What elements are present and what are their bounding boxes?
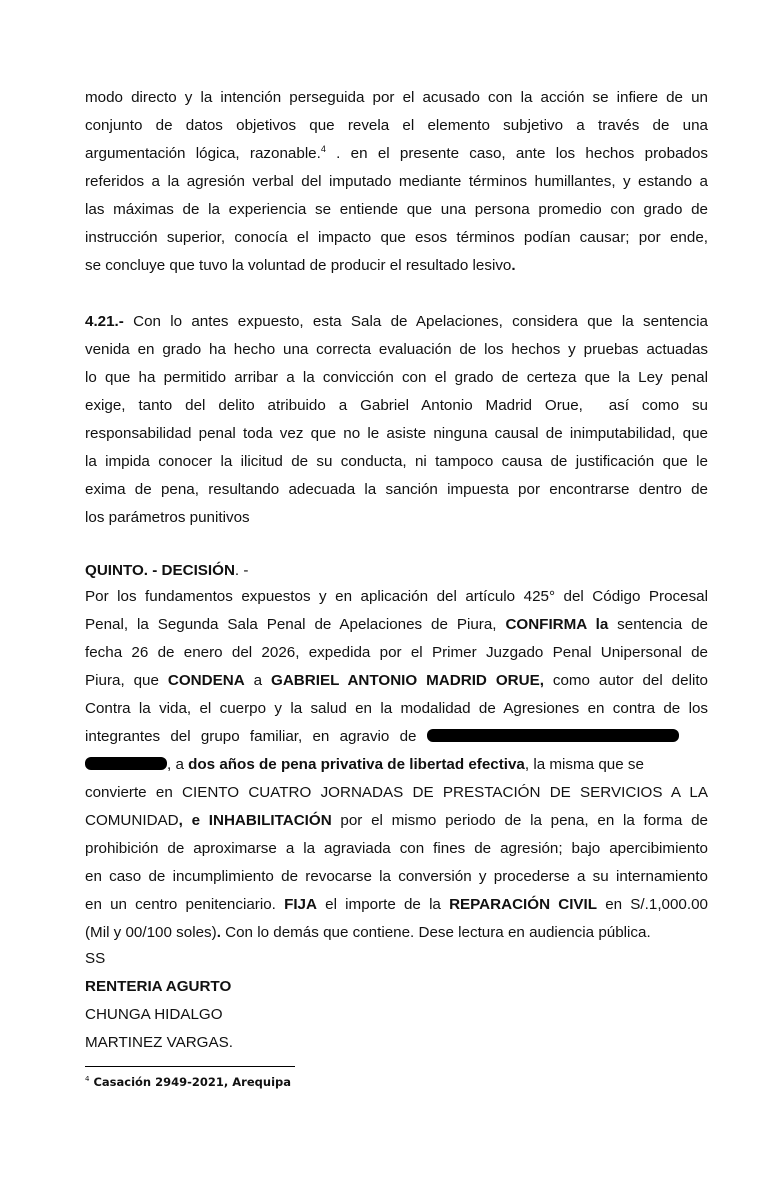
decision-line-11: en caso de incumplimiento de revocarse la conversión y procederse a su internamiento [85,868,708,885]
signature-judge-3: MARTINEZ VARGAS. [85,1034,233,1051]
paragraph-2-line-8: los parámetros punitivos [85,509,250,526]
footnote-text: Casación 2949-2021, Arequipa [89,1075,292,1089]
decision-line-9: COMUNIDAD, e INHABILITACIÓN por el mismo periodo de la pena, en la forma de [85,812,708,829]
paragraph-1-line-7: se concluye que tuvo la voluntad de producir el resultado lesivo. [85,257,516,274]
footnote-separator [85,1066,295,1067]
decision-line-3: fecha 26 de enero del 2026, expedida por el Primer Juzgado Penal Unipersonal de [85,644,708,661]
signature-judge-1: RENTERIA AGURTO [85,978,232,995]
footnote [85,1075,291,1089]
redacted-name-part-1 [427,729,679,742]
decision-line-7: , a dos años de pena privativa de libertad efectiva, la misma que se [85,755,708,775]
paragraph-2-line-7: exima de pena, resultando adecuada la sanción impuesta por encontrarse dentro de [85,481,708,498]
paragraph-2-line-2: venida en grado ha hecho una correcta evaluación de los hechos y pruebas actuadas [85,341,708,358]
paragraph-2-line-6: la impida conocer la ilicitud de su conducta, ni tampoco causa de justificación que le [85,453,708,470]
paragraph-1-line-1: modo directo y la intención perseguida por el acusado con la acción se infiere de un [85,89,708,106]
signature-judge-2: CHUNGA HIDALGO [85,1006,223,1023]
footnote-reference: 4 [320,144,326,154]
paragraph-1-line-2: conjunto de datos objetivos que revela el elemento subjetivo a través de una [85,117,708,134]
paragraph-1-line-5: las máximas de la experiencia se entiende que una persona promedio con grado de [85,201,708,218]
paragraph-2-line-4: exige, tanto del delito atribuido a Gabriel Antonio Madrid Orue, así como su [85,397,708,414]
decision-line-6: integrantes del grupo familiar, en agravio de [85,727,708,747]
decision-heading: QUINTO. - DECISIÓN. - [85,562,249,579]
redacted-name-part-2 [85,757,167,770]
decision-line-8: convierte en CIENTO CUATRO JORNADAS DE PRESTACIÓN DE SERVICIOS A LA [85,784,708,801]
paragraph-1-line-6: instrucción superior, conocía el impacto que esos términos podían causar; por ende, [85,229,708,246]
paragraph-1-line-4: referidos a la agresión verbal del imputado mediante términos humillantes, y estando a [85,173,708,190]
paragraph-1-line-3: argumentación lógica, razonable.$^4$ . en el presente caso, ante los hechos probados [85,144,709,162]
decision-line-2: Penal, la Segunda Sala Penal de Apelaciones de Piura, CONFIRMA la sentencia de [85,616,708,633]
decision-line-12: en un centro penitenciario. FIJA el importe de la REPARACIÓN CIVIL en S/.1,000.00 [85,896,708,913]
decision-line-13: (Mil y 00/100 soles). Con lo demás que contiene. Dese lectura en audiencia pública. [85,924,651,941]
paragraph-2-line-1: 4.21.- Con lo antes expuesto, esta Sala de Apelaciones, considera que la sentencia [85,313,708,330]
decision-line-5: Contra la vida, el cuerpo y la salud en la modalidad de Agresiones en contra de los [85,700,708,717]
decision-line-1: Por los fundamentos expuestos y en aplicación del artículo 425° del Código Procesal [85,588,708,605]
footnote-number: 4 [85,1075,90,1083]
signatures-ss: SS [85,950,106,967]
section-number: 4.21.- [85,313,124,330]
decision-line-10: prohibición de aproximarse a la agraviada con fines de agresión; bajo apercibimiento [85,840,708,857]
decision-line-4: Piura, que CONDENA a GABRIEL ANTONIO MADRID ORUE, como autor del delito [85,672,708,689]
paragraph-2-line-3: lo que ha permitido arribar a la convicción con el grado de certeza que la Ley penal [85,369,708,386]
paragraph-2-line-5: responsabilidad penal toda vez que no le asiste ninguna causal de inimputabilidad, que [85,425,708,442]
